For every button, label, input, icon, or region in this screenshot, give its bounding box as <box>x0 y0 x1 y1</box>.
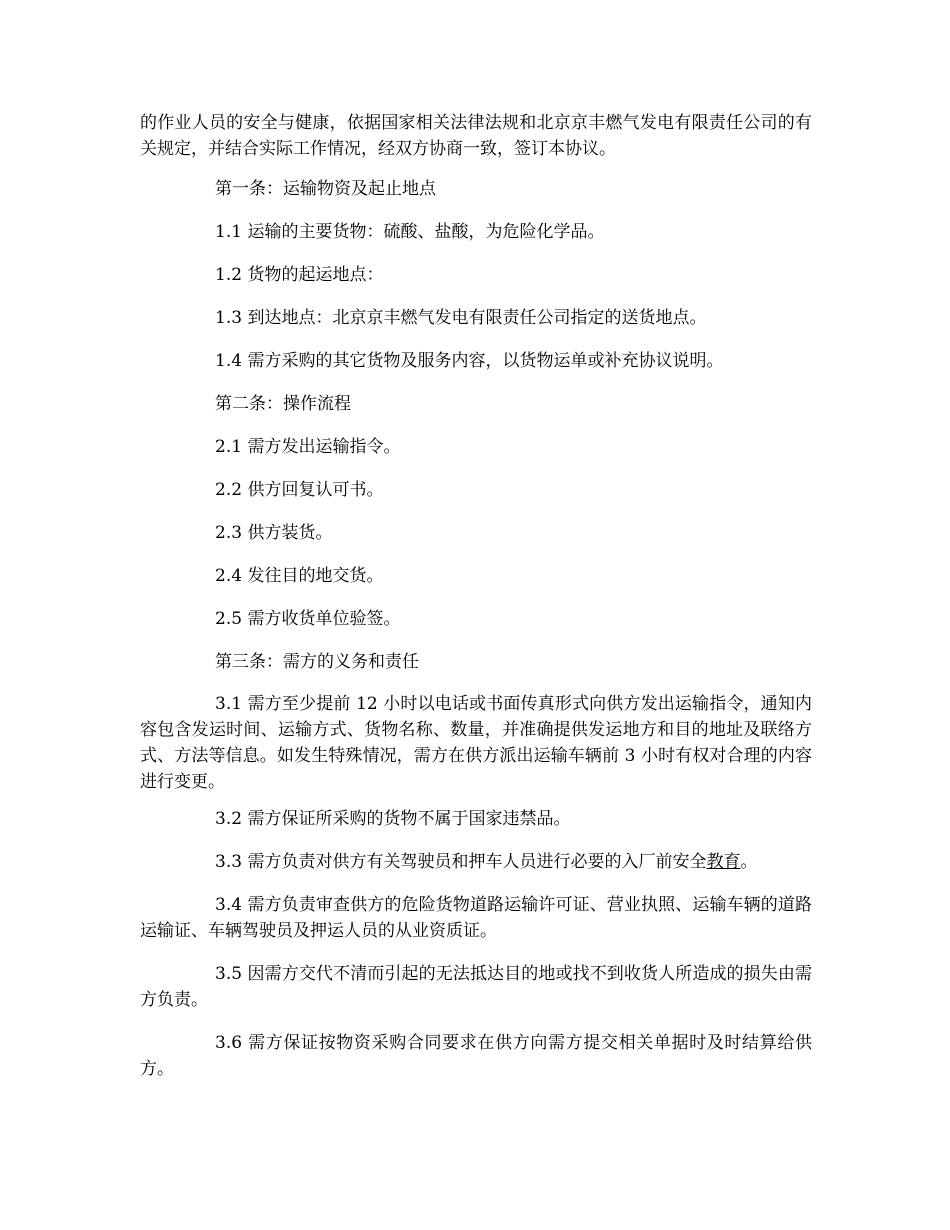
article-2-item-1: 2.1 需方发出运输指令。 <box>215 437 401 457</box>
article-3-item-3-end: 。 <box>740 852 758 872</box>
article-3-heading: 第三条：需方的义务和责任 <box>215 652 419 672</box>
article-1-heading: 第一条：运输物资及起止地点 <box>215 179 436 199</box>
article-1-item-4: 1.4 需方采购的其它货物及服务内容，以货物运单或补充协议说明。 <box>215 351 724 371</box>
article-1-item-3: 1.3 到达地点：北京京丰燃气发电有限责任公司指定的送货地点。 <box>215 308 707 328</box>
article-2-heading: 第二条：操作流程 <box>215 394 351 414</box>
underlined-word: 教育 <box>706 852 741 872</box>
article-2-item-3: 2.3 供方装货。 <box>215 523 333 543</box>
article-2-item-4: 2.4 发往目的地交货。 <box>215 566 384 586</box>
article-3-item-3 <box>140 849 812 875</box>
article-3-item-4: 3.4 需方负责审查供方的危险货物道路运输许可证、营业执照、运输车辆的道路运输证、车辆驾驶员及押运人员的从业资质证。 <box>140 895 812 941</box>
article-3-item-2: 3.2 需方保证所采购的货物不属于国家违禁品。 <box>215 809 571 829</box>
intro-paragraph: 的作业人员的安全与健康，依据国家相关法律法规和北京京丰燃气发电有限责任公司的有关规定，并结合实际工作情况，经双方协商一致，签订本协议。 <box>140 113 812 159</box>
article-1-item-1: 1.1 运输的主要货物：硫酸、盐酸，为危险化学品。 <box>215 222 605 242</box>
article-2-item-2: 2.2 供方回复认可书。 <box>215 480 384 500</box>
article-2-item-5: 2.5 需方收货单位验签。 <box>215 609 401 629</box>
article-3-item-1: 3.1 需方至少提前 12 小时以电话或书面传真形式向供方发出运输指令，通知内容包含发运时间、运输方式、货物名称、数量，并准确提供发运地方和目的地址及联络方式、方法等信息。如发生特殊情况，需方在供方派出运输车辆前 3 小时有权对合理的内容进行变更。 <box>140 694 812 792</box>
article-3-item-5: 3.5 因需方交代不清而引起的无法抵达目的地或找不到收货人所造成的损失由需方负责。 <box>140 964 812 1010</box>
article-1-item-2: 1.2 货物的起运地点： <box>215 265 384 285</box>
article-3-item-6: 3.6 需方保证按物资采购合同要求在供方向需方提交相关单据时及时结算给供方。 <box>140 1033 812 1079</box>
article-3-item-3-text: 3.3 需方负责对供方有关驾驶员和押车人员进行必要的入厂前安全 <box>215 852 707 872</box>
